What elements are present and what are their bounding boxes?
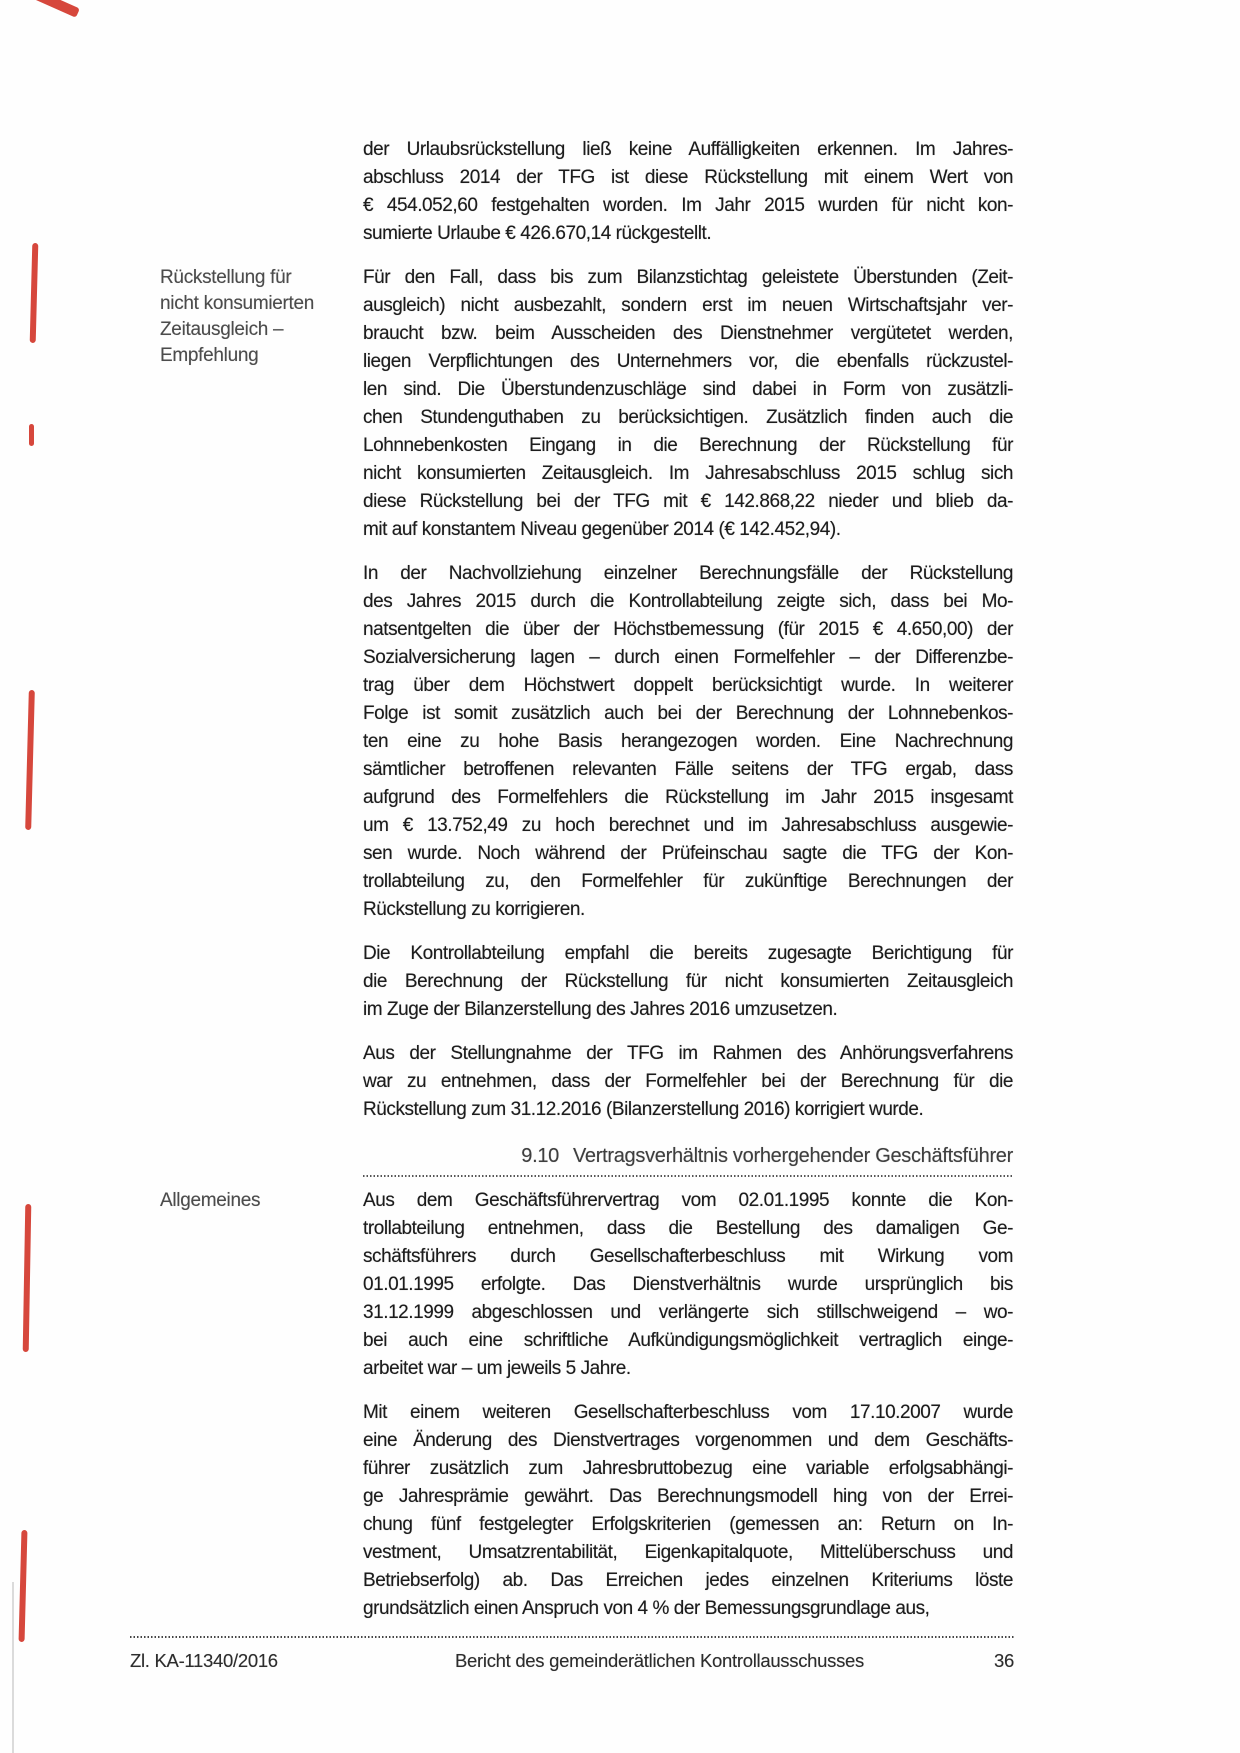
text-line: Rückstellung zu korrigieren.: [363, 899, 585, 920]
text-line: braucht bzw. beim Ausscheiden des Dienstnehmer vergütetet werden,: [363, 323, 1013, 344]
text-line: Mit einem weiteren Gesellschafterbeschluss vom 17.10.2007 wurde: [363, 1402, 1013, 1423]
text-line: aufgrund des Formelfehlers die Rückstellung im Jahr 2015 insgesamt: [363, 787, 1013, 808]
margin-label: [160, 265, 355, 369]
text-line: im Zuge der Bilanzerstellung des Jahres 2016 umzusetzen.: [363, 999, 838, 1020]
text-line: der Urlaubsrückstellung ließ keine Auffälligkeiten erkennen. Im Jahres-: [363, 139, 1013, 160]
text-line: sen wurde. Noch während der Prüfeinschau sagte die TFG der Kon-: [363, 843, 1013, 864]
text-line: arbeitet war – um jeweils 5 Jahre.: [363, 1358, 631, 1379]
text-line: bei auch eine schriftliche Aufkündigungsmöglichkeit vertraglich einge-: [363, 1330, 1013, 1351]
text-line: In der Nachvollziehung einzelner Berechnungsfälle der Rückstellung: [363, 563, 1013, 584]
text-line: chung fünf festgelegter Erfolgskriterien (gemessen an: Return on In-: [363, 1514, 1013, 1535]
margin-label-line: nicht konsumierten: [160, 293, 315, 314]
paragraph: [0, 1040, 1240, 1124]
text-line: sämtlicher betroffenen relevanten Fälle seitens der TFG ergab, dass: [363, 759, 1013, 780]
paragraph: [0, 264, 1240, 544]
footer-report-title: Bericht des gemeinderätlichen Kontrollausschusses: [455, 1650, 864, 1671]
margin-label: [160, 1188, 355, 1214]
margin-label-line: Rückstellung für: [160, 267, 292, 288]
text-line: war zu entnehmen, dass der Formelfehler bei der Berechnung für die: [363, 1071, 1013, 1092]
section-heading-underline: [363, 1175, 1013, 1177]
paragraph: [0, 940, 1240, 1024]
margin-label-line: Allgemeines: [160, 1190, 261, 1211]
text-line: Rückstellung zum 31.12.2016 (Bilanzerstellung 2016) korrigiert wurde.: [363, 1099, 924, 1120]
text-line: € 454.052,60 festgehalten worden. Im Jahr 2015 wurden für nicht kon-: [363, 195, 1013, 216]
section-title: Vertragsverhältnis vorhergehender Geschäftsführer: [573, 1145, 1013, 1167]
text-line: 01.01.1995 erfolgte. Das Dienstverhältnis wurde ursprünglich bis: [363, 1274, 1013, 1295]
text-line: diese Rückstellung bei der TFG mit € 142.868,22 nieder und blieb da-: [363, 491, 1013, 512]
text-line: trag über dem Höchstwert doppelt berücksichtigt wurde. In weiterer: [363, 675, 1013, 696]
section-number: 9.10: [521, 1145, 559, 1167]
text-line: Die Kontrollabteilung empfahl die bereits zugesagte Berichtigung für: [363, 943, 1013, 964]
section-heading: [363, 1142, 1013, 1177]
text-line: um € 13.752,49 zu hoch berechnet und im Jahresabschluss ausgewie-: [363, 815, 1013, 836]
text-line: grundsätzlich einen Anspruch von 4 % der Bemessungsgrundlage aus,: [363, 1598, 930, 1619]
paragraph: [0, 560, 1240, 924]
text-line: Sozialversicherung lagen – durch einen Formelfehler – der Differenzbe-: [363, 647, 1013, 668]
text-line: Betriebserfolg) ab. Das Erreichen jedes einzelnen Kriteriums löste: [363, 1570, 1013, 1591]
text-line: führer zusätzlich zum Jahresbruttobezug eine variable erfolgsabhängi-: [363, 1458, 1013, 1479]
paragraph: [0, 1399, 1240, 1623]
footer-divider: [130, 1636, 1014, 1638]
paragraph: [0, 136, 1240, 248]
text-line: Folge ist somit zusätzlich auch bei der Berechnung der Lohnnebenkos-: [363, 703, 1013, 724]
text-line: liegen Verpflichtungen des Unternehmers vor, die ebenfalls rückzustel-: [363, 351, 1013, 372]
text-line: mit auf konstantem Niveau gegenüber 2014 (€ 142.452,94).: [363, 519, 841, 540]
text-line: abschluss 2014 der TFG ist diese Rückstellung mit einem Wert von: [363, 167, 1013, 188]
margin-label-line: Empfehlung: [160, 345, 259, 366]
text-line: Aus der Stellungnahme der TFG im Rahmen des Anhörungsverfahrens: [363, 1043, 1013, 1064]
text-line: ge Jahresprämie gewährt. Das Berechnungsmodell hing von der Errei-: [363, 1486, 1013, 1507]
text-line: des Jahres 2015 durch die Kontrollabteilung zeigte sich, dass bei Mo-: [363, 591, 1013, 612]
text-line: ausgleich) nicht ausbezahlt, sondern erst im neuen Wirtschaftsjahr ver-: [363, 295, 1013, 316]
text-line: 31.12.1999 abgeschlossen und verlängerte sich stillschweigend – wo-: [363, 1302, 1013, 1323]
text-line: trollabteilung zu, den Formelfehler für zukünftige Berechnungen der: [363, 871, 1013, 892]
text-line: Lohnnebenkosten Eingang in die Berechnung der Rückstellung für: [363, 435, 1013, 456]
text-line: vestment, Umsatzrentabilität, Eigenkapitalquote, Mittelüberschuss und: [363, 1542, 1013, 1563]
text-line: chen Stundenguthaben zu berücksichtigen. Zusätzlich finden auch die: [363, 407, 1013, 428]
footer-reference: Zl. KA-11340/2016: [130, 1650, 278, 1671]
text-line: trollabteilung entnehmen, dass die Bestellung des damaligen Ge-: [363, 1218, 1013, 1239]
text-line: ten eine zu hohe Basis herangezogen worden. Eine Nachrechnung: [363, 731, 1013, 752]
text-line: Aus dem Geschäftsführervertrag vom 02.01.1995 konnte die Kon-: [363, 1190, 1013, 1211]
text-line: eine Änderung des Dienstvertrages vorgenommen und dem Geschäfts-: [363, 1430, 1013, 1451]
text-line: len sind. Die Überstundenzuschläge sind dabei in Form von zusätzli-: [363, 379, 1013, 400]
text-line: sumierte Urlaube € 426.670,14 rückgestellt.: [363, 223, 712, 244]
text-line: nicht konsumierten Zeitausgleich. Im Jahresabschluss 2015 schlug sich: [363, 463, 1013, 484]
red-scan-mark: [30, 0, 80, 18]
text-line: die Berechnung der Rückstellung für nicht konsumierten Zeitausgleich: [363, 971, 1013, 992]
text-line: Für den Fall, dass bis zum Bilanzstichtag geleistete Überstunden (Zeit-: [363, 267, 1013, 288]
paragraph: [0, 1187, 1240, 1383]
document-content: [0, 136, 1240, 1639]
text-line: schäftsführers durch Gesellschafterbeschluss mit Wirkung vom: [363, 1246, 1013, 1267]
page-footer: [130, 1648, 1014, 1674]
margin-label-line: Zeitausgleich –: [160, 319, 284, 340]
footer-page-number: 36: [994, 1650, 1014, 1671]
text-line: natsentgelten die über der Höchstbemessung (für 2015 € 4.650,00) der: [363, 619, 1013, 640]
